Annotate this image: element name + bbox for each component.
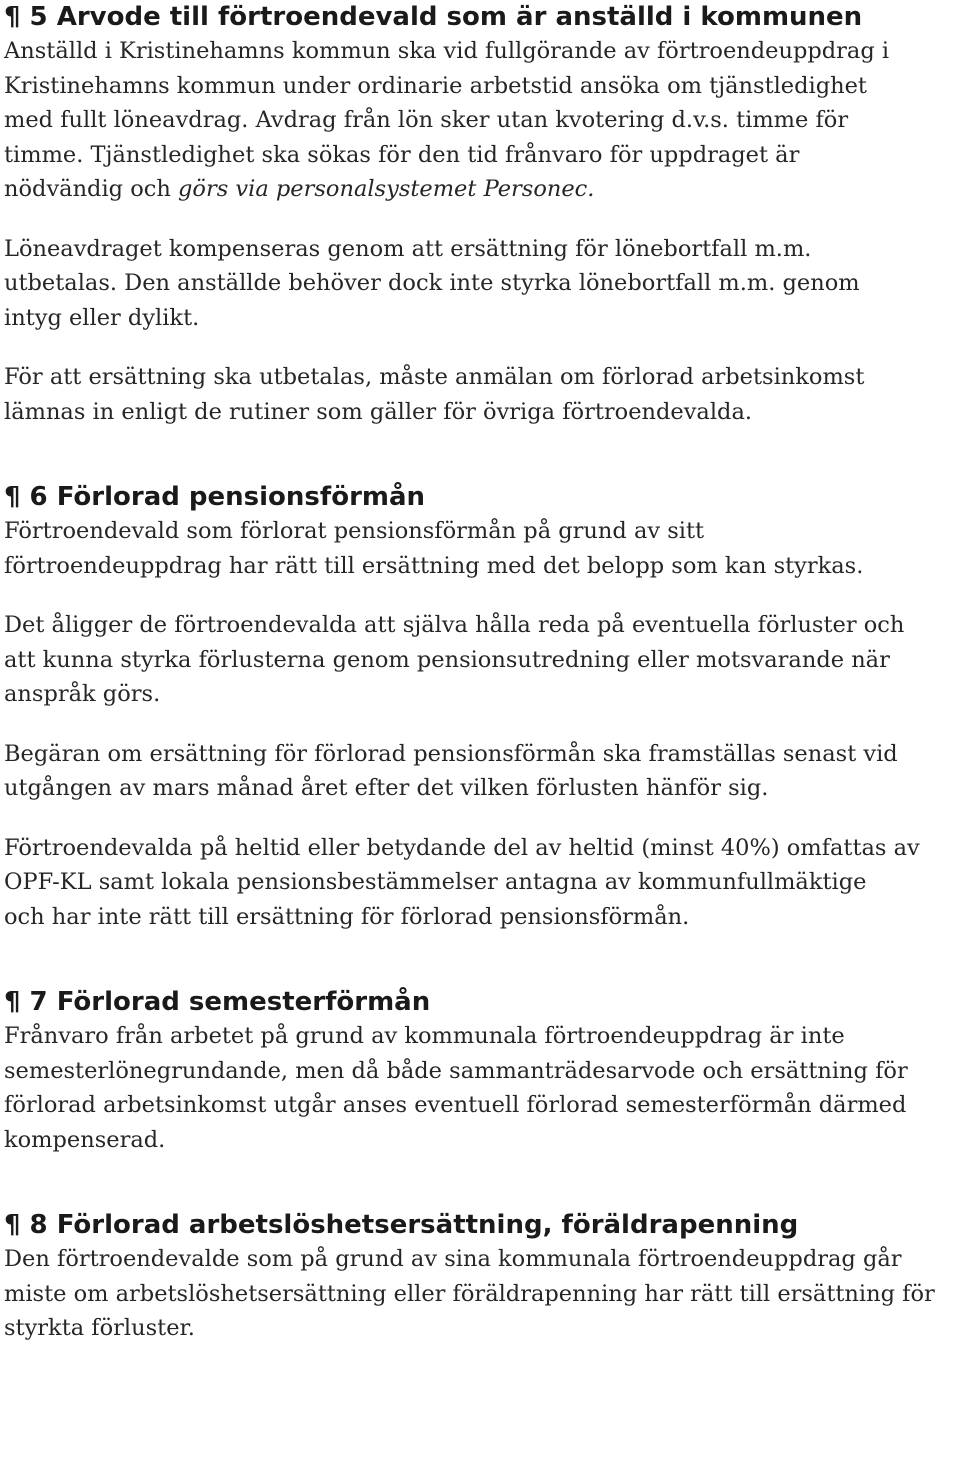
paragraph xyxy=(4,232,956,336)
text-line: Kristinehamns kommun under ordinarie arbetstid ansöka om tjänstledighet xyxy=(4,72,867,99)
text-line: förtroendeuppdrag har rätt till ersättning med det belopp som kan styrkas. xyxy=(4,552,864,579)
paragraph xyxy=(4,514,956,583)
pilcrow-icon: ¶ xyxy=(4,2,21,32)
text-line: För att ersättning ska utbetalas, måste anmälan om förlorad arbetsinkomst xyxy=(4,364,865,390)
paragraph xyxy=(4,737,956,806)
section-title: Förlorad arbetslöshetsersättning, föräldrapenning xyxy=(56,1210,799,1240)
paragraph xyxy=(4,360,956,429)
document-page xyxy=(4,0,956,1346)
text-line: Anställd i Kristinehamns kommun ska vid fullgörande av förtroendeuppdrag i xyxy=(4,38,890,64)
section-5 xyxy=(4,0,956,429)
text-line: timme. Tjänstledighet ska sökas för den tid frånvaro för uppdraget är xyxy=(4,141,800,168)
section-number: 5 xyxy=(29,2,48,32)
paragraph xyxy=(4,1242,956,1346)
section-number: 6 xyxy=(29,482,48,512)
text-line: Förtroendevalda på heltid eller betydande del av heltid (minst 40%) omfattas av xyxy=(4,834,920,861)
section-title: Förlorad pensionsförmån xyxy=(56,482,426,512)
text-line: anspråk görs. xyxy=(4,681,161,707)
section-heading xyxy=(4,480,956,514)
text-line: Förtroendevald som förlorat pensionsförmån på grund av sitt xyxy=(4,518,705,544)
text-line: semesterlönegrundande, men då både sammanträdesarvode och ersättning för xyxy=(4,1057,908,1084)
paragraph xyxy=(4,831,956,935)
text-line: lämnas in enligt de rutiner som gäller för övriga förtroendevalda. xyxy=(4,398,753,425)
section-number: 8 xyxy=(29,1210,48,1240)
pilcrow-icon: ¶ xyxy=(4,1210,21,1240)
text-line: förlorad arbetsinkomst utgår anses eventuell förlorad semesterförmån därmed xyxy=(4,1092,907,1118)
text-line: styrkta förluster. xyxy=(4,1315,195,1341)
text-line: intyg eller dylikt. xyxy=(4,304,200,331)
text-line: utgången av mars månad året efter det vilken förlusten hänför sig. xyxy=(4,775,769,801)
section-8 xyxy=(4,1208,956,1346)
section-heading xyxy=(4,0,956,34)
text-line: Frånvaro från arbetet på grund av kommunala förtroendeuppdrag är inte xyxy=(4,1023,845,1049)
text-line: Den förtroendevalde som på grund av sina kommunala förtroendeuppdrag går xyxy=(4,1246,902,1272)
section-title: Förlorad semesterförmån xyxy=(56,987,431,1017)
text-line: med fullt löneavdrag. Avdrag från lön sker utan kvotering d.v.s. timme för xyxy=(4,107,849,133)
paragraph xyxy=(4,1019,956,1157)
text-line: Löneavdraget kompenseras genom att ersättning för lönebortfall m.m. xyxy=(4,235,812,262)
section-heading xyxy=(4,1208,956,1242)
text-line: Begäran om ersättning för förlorad pensionsförmån ska framställas senast vid xyxy=(4,740,898,767)
text-line: och har inte rätt till ersättning för förlorad pensionsförmån. xyxy=(4,903,690,930)
paragraph xyxy=(4,34,956,207)
section-number: 7 xyxy=(29,987,48,1017)
text-line: miste om arbetslöshetsersättning eller föräldrapenning har rätt till ersättning för xyxy=(4,1280,935,1307)
text-line: nödvändig och xyxy=(4,176,179,202)
text-line: kompenserad. xyxy=(4,1126,166,1153)
section-7 xyxy=(4,985,956,1157)
text-line: Det åligger de förtroendevalda att själva hålla reda på eventuella förluster och xyxy=(4,612,905,638)
text-line: utbetalas. Den anställde behöver dock inte styrka lönebortfall m.m. genom xyxy=(4,270,860,296)
pilcrow-icon: ¶ xyxy=(4,482,21,512)
pilcrow-icon: ¶ xyxy=(4,987,21,1017)
italic-text: görs via personalsystemet Personec. xyxy=(178,176,595,202)
section-6 xyxy=(4,480,956,934)
section-title: Arvode till förtroendevald som är anställd i kommunen xyxy=(56,2,863,32)
paragraph xyxy=(4,608,956,712)
text-line: OPF-KL samt lokala pensionsbestämmelser antagna av kommunfullmäktige xyxy=(4,869,867,895)
text-line: att kunna styrka förlusterna genom pensionsutredning eller motsvarande när xyxy=(4,646,890,673)
section-heading xyxy=(4,985,956,1019)
